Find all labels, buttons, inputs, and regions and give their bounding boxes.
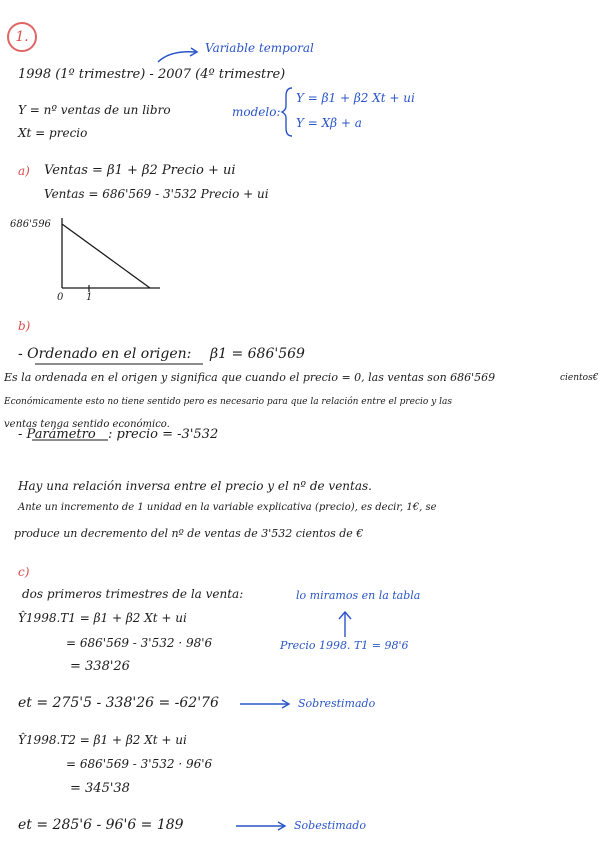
model-equation-1: Y = β1 + β2 Xt + ui: [296, 91, 415, 105]
y-definition: Y = nº ventas de un libro: [18, 103, 171, 117]
parametro-text-3: produce un decremento del nº de ventas de 3'532 cientos de €: [14, 527, 364, 540]
ordenada-text-2: Económicamente esto no tiene sentido pero es necesario para que la relación entre el precio y las: [4, 397, 452, 407]
ordenada-value: β1 = 686'569: [210, 346, 305, 362]
graph-x1-label: 1: [86, 292, 93, 303]
t2-equation-3: = 345'38: [70, 781, 130, 796]
part-b-label: b): [18, 319, 31, 333]
part-a-equation-1: Ventas = β1 + β2 Precio + ui: [44, 163, 236, 178]
part-c-label: c): [18, 565, 30, 579]
et1-equation: et = 275'5 - 338'26 = -62'76: [18, 695, 219, 711]
t1-equation-3: = 338'26: [70, 659, 130, 674]
x-definition: Xt = precio: [18, 126, 88, 140]
price-sales-graph: [62, 218, 160, 292]
model-label: modelo:: [232, 105, 281, 119]
et2-result: Sobestimado: [294, 819, 366, 832]
parametro-title: - Parámetro: [18, 427, 96, 442]
variable-arrow: [158, 52, 196, 62]
parametro-text-1: Hay una relación inversa entre el precio y el nº de ventas.: [18, 479, 372, 493]
variable-temporal-note: Variable temporal: [205, 41, 314, 55]
model-equation-2: Y = Xβ + a: [296, 116, 362, 130]
period-line: 1998 (1º trimestre) - 2007 (4º trimestre): [18, 67, 286, 82]
ordenada-title: - Ordenado en el origen:: [18, 346, 192, 362]
et2-equation: et = 285'6 - 96'6 = 189: [18, 817, 184, 833]
t2-equation-1: Ŷ1998.T2 = β1 + β2 Xt + ui: [18, 733, 187, 747]
ordenada-text-1-unit: cientos€: [560, 373, 599, 383]
ordenada-text-3: ventas tenga sentido económico.: [4, 419, 170, 430]
ordenada-text-1: Es la ordenada en el origen y significa que cuando el precio = 0, las ventas son 686'569: [4, 371, 496, 384]
graph-y-label: 686'596: [10, 219, 51, 230]
exercise-number: 1.: [7, 22, 37, 52]
t1-equation-1: Ŷ1998.T1 = β1 + β2 Xt + ui: [18, 611, 187, 625]
graph-regression-line: [62, 224, 150, 288]
parametro-text-2: Ante un incremento de 1 unidad en la variable explicativa (precio), es decir, 1€, se: [18, 502, 437, 513]
parametro-value: : precio = -3'532: [108, 427, 219, 442]
part-a-label: a): [18, 164, 30, 178]
model-brace: [282, 88, 292, 136]
part-c-intro: dos primeros trimestres de la venta:: [22, 587, 244, 601]
table-note: lo miramos en la tabla: [296, 589, 421, 602]
t1-equation-2: = 686'569 - 3'532 · 98'6: [66, 636, 213, 650]
t2-equation-2: = 686'569 - 3'532 · 96'6: [66, 757, 213, 771]
graph-x0-label: 0: [57, 292, 64, 303]
price-note: Precio 1998. T1 = 98'6: [280, 639, 409, 652]
part-a-equation-2: Ventas = 686'569 - 3'532 Precio + ui: [44, 187, 269, 201]
et1-result: Sobrestimado: [298, 697, 376, 710]
